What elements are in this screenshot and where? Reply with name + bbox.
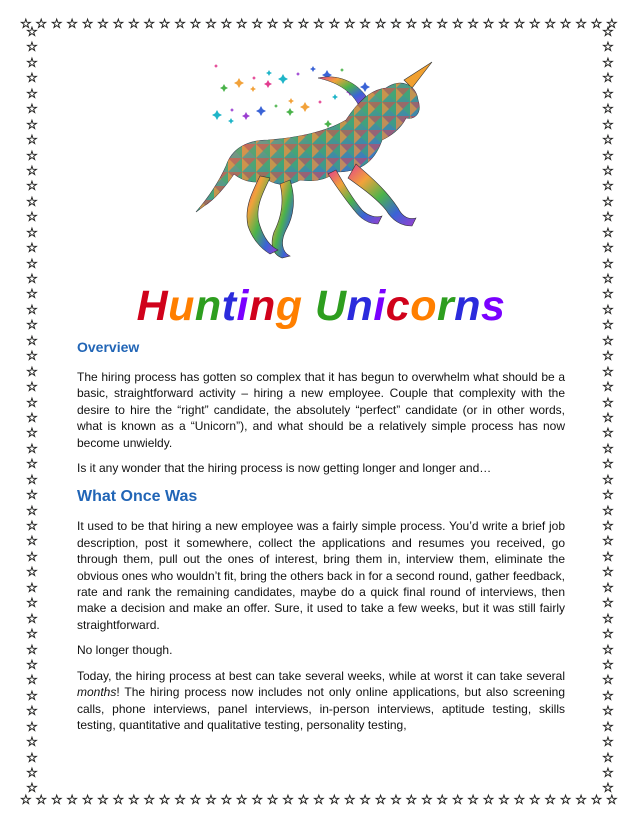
star-icon: ☆	[26, 55, 38, 71]
sparkle-icon	[278, 74, 288, 84]
star-icon: ☆	[26, 627, 38, 643]
star-icon: ☆	[602, 519, 614, 534]
sparkle-icon	[242, 112, 250, 120]
star-icon: ☆	[26, 657, 38, 673]
star-icon: ☆	[528, 16, 541, 32]
title-letter: t	[221, 282, 237, 330]
emphasis-months: months	[77, 685, 117, 700]
star-icon: ☆	[602, 163, 614, 179]
star-icon: ☆	[174, 16, 186, 32]
star-icon: ☆	[313, 792, 325, 808]
star-icon: ☆	[26, 117, 38, 133]
star-icon: ☆	[602, 148, 614, 164]
title-space	[303, 282, 315, 330]
star-icon: ☆	[374, 792, 387, 808]
star-icon: ☆	[343, 16, 356, 32]
star-icon: ☆	[26, 519, 38, 534]
what-once-was-paragraph-1: It used to be that hiring a new employee was a fairly simple process. You’d write a brief job description, post it somewhere, collect the applications and resumes you received, go through them, pull out the ones of interest, bring them in, interview them, eliminate the obvious ones who wouldn’t fit, bring the others back in for a second round, gather feedback, rate and rank the remaining candidates, maybe do a quick final round of interviews, then make a decision and make an offer. Sure, it used to take a few weeks, but it was still fairly straightforward.	[77, 519, 565, 632]
star-icon: ☆	[328, 792, 341, 808]
sparkle-icon	[230, 108, 234, 112]
sparkle-icon	[220, 84, 228, 92]
star-icon: ☆	[66, 792, 78, 808]
unicorn-body	[196, 62, 432, 258]
star-icon: ☆	[97, 792, 109, 808]
star-icon: ☆	[602, 457, 614, 473]
star-icon: ☆	[26, 256, 38, 272]
star-icon: ☆	[602, 364, 614, 380]
star-icon: ☆	[26, 719, 38, 735]
star-icon: ☆	[26, 225, 38, 241]
star-icon: ☆	[26, 503, 38, 519]
star-icon: ☆	[26, 395, 38, 411]
star-icon: ☆	[66, 16, 78, 32]
star-icon: ☆	[26, 488, 38, 504]
star-icon: ☆	[26, 704, 38, 720]
title-letter: n	[194, 282, 222, 330]
star-icon: ☆	[81, 792, 94, 808]
star-icon: ☆	[602, 781, 614, 796]
title-letter: n	[454, 282, 481, 330]
star-icon: ☆	[602, 302, 614, 318]
star-icon: ☆	[20, 792, 32, 808]
star-icon: ☆	[390, 16, 402, 32]
star-icon: ☆	[235, 16, 248, 32]
star-icon: ☆	[575, 792, 587, 808]
star-icon: ☆	[205, 16, 217, 32]
star-icon: ☆	[467, 16, 479, 32]
star-icon: ☆	[559, 792, 572, 808]
star-icon: ☆	[498, 792, 510, 808]
star-icon: ☆	[590, 792, 603, 808]
star-icon: ☆	[205, 792, 217, 808]
star-icon: ☆	[602, 549, 614, 565]
star-icon: ☆	[436, 16, 449, 32]
star-icon: ☆	[602, 225, 614, 241]
star-icon: ☆	[158, 16, 171, 32]
star-icon: ☆	[513, 16, 526, 32]
star-icon: ☆	[26, 457, 38, 473]
star-icon: ☆	[26, 673, 38, 689]
star-icon: ☆	[451, 16, 464, 32]
star-icon: ☆	[26, 472, 38, 488]
star-icon: ☆	[602, 55, 614, 71]
star-icon: ☆	[26, 179, 38, 195]
star-icon: ☆	[482, 792, 495, 808]
sparkle-icon	[340, 68, 344, 72]
star-icon: ☆	[26, 596, 38, 612]
title-letter: n	[248, 282, 276, 330]
star-icon: ☆	[602, 410, 614, 426]
sparkle-icon	[266, 70, 272, 76]
right-star-border	[598, 26, 618, 796]
star-icon: ☆	[602, 611, 614, 627]
star-icon: ☆	[26, 40, 38, 56]
section-heading-overview: Overview	[77, 339, 140, 355]
star-icon: ☆	[606, 792, 618, 808]
star-icon: ☆	[174, 792, 186, 808]
star-icon: ☆	[575, 16, 587, 32]
star-icon: ☆	[602, 349, 614, 365]
star-icon: ☆	[26, 380, 38, 396]
star-icon: ☆	[602, 766, 614, 781]
star-icon: ☆	[602, 179, 614, 195]
star-icon: ☆	[602, 735, 614, 751]
star-icon: ☆	[50, 792, 63, 808]
star-icon: ☆	[26, 750, 38, 766]
title-letter: i	[236, 282, 249, 330]
star-icon: ☆	[405, 16, 418, 32]
unicorn-icon	[186, 60, 456, 270]
star-icon: ☆	[26, 163, 38, 179]
star-icon: ☆	[26, 210, 38, 226]
star-icon: ☆	[97, 16, 109, 32]
star-icon: ☆	[143, 16, 156, 32]
star-icon: ☆	[282, 16, 294, 32]
star-icon: ☆	[602, 133, 614, 149]
star-icon: ☆	[50, 16, 63, 32]
title-letter: o	[410, 282, 437, 330]
sparkle-icon	[212, 110, 222, 120]
sparkle-icon	[324, 120, 332, 128]
document-title	[77, 282, 565, 331]
document-page	[77, 60, 565, 742]
star-icon: ☆	[405, 792, 418, 808]
sparkle-icon	[264, 80, 272, 88]
star-icon: ☆	[26, 410, 38, 426]
star-icon: ☆	[266, 16, 279, 32]
star-icon: ☆	[235, 792, 248, 808]
sparkle-icon	[288, 98, 294, 104]
title-letter: H	[136, 282, 169, 330]
star-icon: ☆	[602, 71, 614, 87]
sparkle-icon	[318, 100, 322, 104]
star-icon: ☆	[602, 241, 614, 257]
star-icon: ☆	[602, 272, 614, 287]
star-icon: ☆	[127, 792, 140, 808]
star-icon: ☆	[282, 792, 294, 808]
star-icon: ☆	[482, 16, 495, 32]
star-icon: ☆	[602, 380, 614, 396]
star-icon: ☆	[26, 426, 38, 442]
star-icon: ☆	[112, 792, 125, 808]
star-icon: ☆	[26, 611, 38, 627]
star-icon: ☆	[602, 333, 614, 349]
top-star-border	[20, 14, 618, 34]
star-icon: ☆	[390, 792, 402, 808]
star-icon: ☆	[467, 792, 479, 808]
star-icon: ☆	[266, 792, 279, 808]
star-icon: ☆	[26, 580, 38, 596]
star-icon: ☆	[26, 272, 38, 287]
title-letter: g	[275, 282, 303, 330]
sparkle-icon	[332, 94, 338, 100]
overview-paragraph-2: Is it any wonder that the hiring process is now getting longer and longer and…	[77, 461, 492, 476]
star-icon: ☆	[606, 16, 618, 32]
what-once-was-paragraph-2: No longer though.	[77, 643, 173, 658]
star-icon: ☆	[26, 735, 38, 751]
star-icon: ☆	[602, 642, 614, 658]
star-icon: ☆	[602, 117, 614, 133]
star-icon: ☆	[359, 792, 371, 808]
sparkle-icon	[214, 64, 218, 68]
title-letter: n	[346, 282, 374, 330]
star-icon: ☆	[602, 596, 614, 612]
star-icon: ☆	[26, 534, 38, 550]
title-letter: s	[481, 282, 506, 330]
sparkle-icon	[234, 78, 244, 88]
star-icon: ☆	[602, 210, 614, 226]
star-icon: ☆	[189, 16, 202, 32]
bottom-star-border	[20, 790, 618, 810]
star-icon: ☆	[26, 302, 38, 318]
star-icon: ☆	[26, 318, 38, 334]
star-icon: ☆	[602, 580, 614, 596]
sparkle-icon	[256, 106, 266, 116]
star-icon: ☆	[26, 133, 38, 149]
star-icon: ☆	[602, 40, 614, 56]
star-icon: ☆	[374, 16, 387, 32]
star-icon: ☆	[127, 16, 140, 32]
star-icon: ☆	[602, 673, 614, 689]
star-icon: ☆	[602, 565, 614, 581]
star-icon: ☆	[20, 16, 32, 32]
star-icon: ☆	[26, 766, 38, 781]
star-icon: ☆	[26, 565, 38, 581]
star-icon: ☆	[436, 792, 449, 808]
star-icon: ☆	[251, 792, 263, 808]
sparkle-icon	[228, 118, 234, 124]
star-icon: ☆	[26, 148, 38, 164]
sparkle-icon	[296, 72, 300, 76]
star-icon: ☆	[602, 704, 614, 720]
star-icon: ☆	[26, 86, 38, 102]
star-icon: ☆	[26, 441, 38, 457]
paragraph-text-before: Today, the hiring process at best can take several weeks, while at worst it can take several	[77, 668, 565, 683]
star-icon: ☆	[35, 16, 48, 32]
star-icon: ☆	[158, 792, 171, 808]
star-icon: ☆	[602, 426, 614, 442]
left-star-border	[22, 26, 42, 796]
star-icon: ☆	[602, 534, 614, 550]
star-icon: ☆	[602, 287, 614, 303]
star-icon: ☆	[313, 16, 325, 32]
star-icon: ☆	[602, 86, 614, 102]
star-icon: ☆	[602, 488, 614, 504]
star-icon: ☆	[602, 26, 614, 40]
star-icon: ☆	[26, 642, 38, 658]
star-icon: ☆	[26, 26, 38, 40]
star-icon: ☆	[26, 71, 38, 87]
title-letter: r	[436, 282, 455, 330]
sparkle-icon	[274, 104, 278, 108]
star-icon: ☆	[26, 364, 38, 380]
star-icon: ☆	[26, 194, 38, 210]
star-icon: ☆	[189, 792, 202, 808]
star-icon: ☆	[602, 472, 614, 488]
star-icon: ☆	[143, 792, 156, 808]
star-icon: ☆	[559, 16, 572, 32]
star-icon: ☆	[451, 792, 464, 808]
sparkle-icon	[300, 102, 310, 112]
star-icon: ☆	[590, 16, 603, 32]
title-letter: c	[385, 282, 411, 330]
sparkle-icon	[252, 76, 256, 80]
sparkle-icon	[286, 108, 294, 116]
star-icon: ☆	[528, 792, 541, 808]
star-icon: ☆	[602, 750, 614, 766]
star-icon: ☆	[26, 349, 38, 365]
star-icon: ☆	[544, 16, 556, 32]
star-icon: ☆	[220, 792, 233, 808]
star-icon: ☆	[251, 16, 263, 32]
star-icon: ☆	[602, 503, 614, 519]
star-icon: ☆	[498, 16, 510, 32]
star-icon: ☆	[328, 16, 341, 32]
star-icon: ☆	[602, 688, 614, 704]
star-icon: ☆	[81, 16, 94, 32]
star-icon: ☆	[343, 792, 356, 808]
overview-paragraph-1: The hiring process has gotten so complex that it has begun to overwhelm what should be a basic, straightforward activity – hiring a new employee. Couple that complexity with the desire to hire the “right” candidate, the absolutely “perfect” candidate (or in other words, what is known as a “Unicorn”), and what should be a relatively simple process has now become unwieldy.	[77, 370, 565, 450]
star-icon: ☆	[544, 792, 556, 808]
title-letter: u	[168, 282, 195, 330]
sparkle-icon	[250, 86, 256, 92]
star-icon: ☆	[513, 792, 526, 808]
star-icon: ☆	[297, 16, 310, 32]
star-icon: ☆	[420, 16, 433, 32]
sparkle-icon	[310, 66, 316, 72]
star-icon: ☆	[602, 395, 614, 411]
paragraph-text-after: ! The hiring process now includes not only online applications, but also screening calls, phone interviews, panel interviews, in-person interviews, aptitude testing, skills testing, quantitative and qualitative testing, personality testing,	[77, 685, 565, 732]
section-heading-what-once-was: What Once Was	[77, 488, 198, 506]
star-icon: ☆	[359, 16, 371, 32]
star-icon: ☆	[602, 627, 614, 643]
star-icon: ☆	[26, 549, 38, 565]
star-icon: ☆	[26, 241, 38, 257]
star-icon: ☆	[220, 16, 233, 32]
star-icon: ☆	[26, 688, 38, 704]
star-icon: ☆	[602, 194, 614, 210]
star-icon: ☆	[35, 792, 48, 808]
title-letter: i	[373, 282, 386, 330]
star-icon: ☆	[26, 102, 38, 118]
title-letter: U	[314, 282, 347, 330]
star-icon: ☆	[602, 256, 614, 272]
star-icon: ☆	[112, 16, 125, 32]
star-icon: ☆	[602, 102, 614, 118]
what-once-was-paragraph-3	[77, 668, 565, 734]
star-icon: ☆	[602, 657, 614, 673]
star-icon: ☆	[26, 781, 38, 796]
star-icon: ☆	[602, 318, 614, 334]
star-icon: ☆	[602, 441, 614, 457]
star-icon: ☆	[26, 333, 38, 349]
star-icon: ☆	[26, 287, 38, 303]
star-icon: ☆	[297, 792, 310, 808]
star-icon: ☆	[420, 792, 433, 808]
star-icon: ☆	[602, 719, 614, 735]
